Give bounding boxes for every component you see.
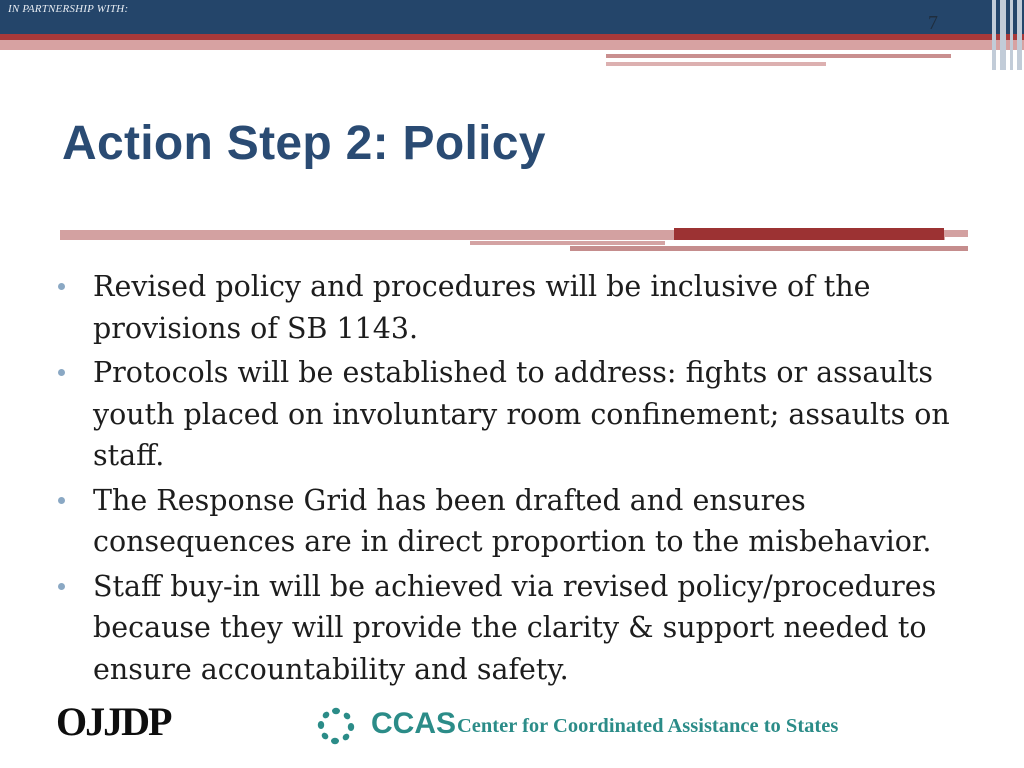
ojjdp-logo: OJJDP <box>56 699 171 744</box>
header-accent-bar-light <box>0 40 1024 50</box>
bullet-item <box>58 352 978 477</box>
header-bar <box>0 0 1024 34</box>
ccas-logo-icon <box>316 706 356 746</box>
slide-title: Action Step 2: Policy <box>62 117 546 170</box>
ccas-abbreviation: CCAS <box>371 707 457 740</box>
header-accent-stripe <box>606 54 951 58</box>
bullet-icon <box>58 283 65 290</box>
bullet-text: Protocols will be established to address: fights or assaults youth placed on involuntary room confinement; assaults on staff. <box>93 356 950 472</box>
title-divider-accent <box>674 228 944 240</box>
bullet-icon <box>58 497 65 504</box>
bullet-text: The Response Grid has been drafted and ensures consequences are in direct proportion to the misbehavior. <box>93 483 932 558</box>
bullet-list <box>58 266 978 693</box>
bullet-text: Staff buy-in will be achieved via revised policy/procedures because they will provide the clarity & support needed to ensure accountability and safety. <box>93 569 937 686</box>
title-divider-stripe-long <box>570 246 968 251</box>
bullet-text: Revised policy and procedures will be inclusive of the provisions of SB 1143. <box>93 270 871 345</box>
partnership-label: IN PARTNERSHIP WITH: <box>8 3 129 15</box>
bullet-icon <box>58 369 65 376</box>
title-divider-gap <box>945 237 968 241</box>
bullet-item <box>58 566 978 691</box>
bullet-item <box>58 266 978 349</box>
header-vertical-stripes <box>988 0 1024 70</box>
bullet-icon <box>58 583 65 590</box>
ccas-full-name: Center for Coordinated Assistance to States <box>457 715 839 737</box>
bullet-item <box>58 480 978 563</box>
title-divider-stripe <box>470 241 665 245</box>
header-accent-stripe-short <box>606 62 826 66</box>
slide-number: 7 <box>928 12 938 34</box>
